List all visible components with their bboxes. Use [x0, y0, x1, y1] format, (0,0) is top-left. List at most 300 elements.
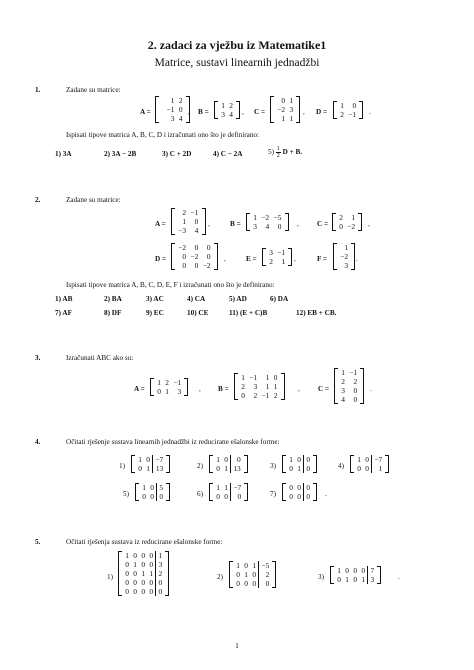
matrix-column: [163, 378, 171, 396]
matrix-column: [337, 213, 345, 231]
bracket-right: [214, 243, 218, 270]
matrix-cell: 2: [269, 257, 273, 266]
matrix-cell: 0: [345, 566, 349, 575]
matrix-column: [355, 455, 363, 473]
matrix-column: [259, 213, 271, 231]
p1-item-1: 1) 3A: [55, 150, 72, 158]
matrix-cell: 3: [158, 560, 163, 569]
matrix-column: [239, 373, 247, 400]
matrix-cell: 0: [133, 569, 137, 578]
matrix-cell: 0: [194, 217, 199, 226]
matrix-cell: 1: [216, 483, 220, 492]
matrix-cell: −5: [273, 213, 282, 222]
matrix-cell: 4: [194, 226, 199, 235]
matrix-cell: 1: [146, 464, 150, 473]
p1-matrix-c: [270, 96, 300, 123]
p1-item-5: 5) $\frac{1}{2}$ D + B.: [268, 146, 303, 159]
p3-matrix-c: [334, 368, 364, 404]
p4-matrix-1: [131, 455, 170, 473]
matrix-column: [148, 483, 156, 501]
matrix-cell: 0: [182, 261, 187, 270]
matrix-column: [275, 248, 287, 266]
matrix-cell: 0: [352, 101, 357, 110]
matrix-column: [343, 566, 351, 584]
bracket-right: [184, 378, 188, 396]
matrix-cell: 5: [159, 483, 164, 492]
matrix-cell: −5: [261, 561, 270, 570]
matrix-cell: 0: [353, 395, 358, 404]
problem-1-intro: Zadane su matrice:: [66, 86, 121, 94]
matrix-column: [251, 213, 259, 231]
matrix-column: [156, 483, 165, 501]
matrix-cell: 3: [344, 261, 349, 270]
matrix-column: [219, 101, 227, 119]
matrix-column: [176, 243, 188, 270]
matrix-cell: 13: [233, 464, 241, 473]
matrix-column: [188, 208, 200, 235]
p4-label-5: 5): [123, 490, 129, 498]
p4-label-6: 6): [197, 490, 203, 498]
matrix-cell: 0: [150, 492, 154, 501]
p4-label-1: 1): [119, 462, 125, 470]
matrix-column: [287, 455, 295, 473]
matrix-cell: 2: [182, 208, 187, 217]
p1-matrix-b: [214, 101, 240, 119]
matrix-column: [259, 373, 271, 400]
matrix-cell: 0: [306, 464, 311, 473]
matrix-column: [242, 561, 250, 588]
p2-item-1: 1) AB: [55, 295, 73, 303]
p4-matrix-3: [282, 455, 317, 473]
matrix-column: [359, 566, 367, 584]
bracket-right: [351, 243, 355, 270]
matrix-cell: 0: [133, 578, 137, 587]
p2-item-8: 8) DF: [104, 309, 122, 317]
p4-matrix-4: [350, 455, 389, 473]
matrix-cell: 3: [289, 105, 294, 114]
matrix-cell: −2: [261, 213, 270, 222]
p2-matrix-a: [171, 208, 206, 235]
matrix-cell: 0: [149, 578, 154, 587]
p3-matrix-b: [234, 373, 285, 400]
matrix-cell: −1: [173, 378, 182, 387]
p5-label-1: 1): [107, 573, 113, 581]
matrix-column: [287, 96, 295, 123]
p3-label-a: A =: [134, 385, 145, 393]
matrix-cell: 0: [150, 483, 154, 492]
matrix-cell: 0: [206, 243, 211, 252]
problem-3-intro: Izračunati ABC ako su:: [66, 354, 134, 362]
matrix-cell: 1: [281, 257, 286, 266]
matrix-column: [247, 373, 259, 400]
matrix-column: [271, 213, 283, 231]
matrix-column: [347, 368, 359, 404]
matrix-cell: 2: [339, 213, 343, 222]
p2-item-3: 3) AC: [146, 295, 164, 303]
matrix-cell: 0: [206, 252, 211, 261]
matrix-cell: 1: [340, 101, 344, 110]
problem-1-number: 1.: [35, 86, 41, 94]
matrix-column: [346, 101, 358, 119]
matrix-cell: 0: [365, 464, 369, 473]
matrix-cell: 13: [155, 464, 164, 473]
matrix-cell: 7: [370, 566, 375, 575]
bracket-right: [360, 368, 364, 404]
p2-matrix-e: [262, 248, 292, 266]
matrix-column: [123, 551, 131, 596]
matrix-cell: −2: [202, 261, 211, 270]
matrix-cell: 0: [357, 464, 361, 473]
matrix-cell: 0: [157, 387, 161, 396]
matrix-cell: −1: [249, 373, 258, 382]
p2-label-a: A =: [155, 220, 166, 228]
matrix-cell: 1: [182, 217, 187, 226]
bracket-right: [244, 483, 248, 501]
matrix-column: [171, 378, 183, 396]
bracket-right: [244, 455, 248, 473]
matrix-cell: 0: [289, 483, 293, 492]
matrix-column: [234, 561, 242, 588]
p4-label-7: 7): [270, 490, 276, 498]
matrix-cell: 0: [216, 464, 220, 473]
matrix-cell: −2: [347, 222, 356, 231]
matrix-cell: 2: [353, 377, 358, 386]
matrix-cell: 1: [224, 483, 228, 492]
matrix-cell: 3: [370, 575, 375, 584]
matrix-cell: 0: [277, 222, 282, 231]
matrix-cell: 1: [157, 378, 161, 387]
p2-label-e: E =: [246, 255, 257, 263]
p1-item-4: 4) C − 2A: [213, 150, 243, 158]
matrix-cell: 1: [252, 561, 257, 570]
bracket-right: [236, 101, 240, 119]
matrix-cell: 0: [353, 386, 358, 395]
bracket-right: [288, 248, 292, 266]
bracket-right: [385, 455, 389, 473]
matrix-cell: 3: [177, 387, 182, 396]
matrix-cell: 2: [165, 378, 169, 387]
matrix-column: [152, 455, 165, 473]
problem-2-intro: Zadane su matrice:: [66, 196, 121, 204]
p4-label-4: 4): [338, 462, 344, 470]
p1-matrix-d: [333, 101, 363, 119]
p2-label-d: D =: [155, 255, 167, 263]
matrix-cell: −1: [277, 248, 286, 257]
matrix-cell: 0: [289, 464, 293, 473]
matrix-cell: 1: [253, 213, 257, 222]
matrix-column: [227, 101, 235, 119]
matrix-cell: 0: [297, 483, 301, 492]
matrix-cell: 1: [221, 101, 225, 110]
problem-5-number: 5.: [35, 538, 41, 546]
matrix-column: [275, 96, 287, 123]
matrix-cell: 2: [158, 569, 163, 578]
bracket-right: [272, 561, 276, 588]
matrix-cell: 0: [244, 561, 248, 570]
matrix-cell: −1: [349, 368, 358, 377]
matrix-cell: 3: [170, 114, 175, 123]
bracket-right: [296, 96, 300, 123]
matrix-column: [267, 248, 275, 266]
matrix-cell: 0: [365, 455, 369, 464]
p2-item-7: 7) AF: [55, 309, 72, 317]
matrix-cell: 0: [353, 566, 358, 575]
matrix-cell: 1: [378, 464, 383, 473]
p2-matrix-c: [332, 213, 362, 231]
p1-label-b: B =: [198, 108, 209, 116]
matrix-cell: 0: [142, 492, 146, 501]
matrix-cell: −1: [261, 391, 270, 400]
matrix-cell: 0: [306, 483, 311, 492]
matrix-cell: 0: [297, 492, 301, 501]
p2-label-f: F =: [317, 255, 328, 263]
matrix-cell: 1: [125, 551, 129, 560]
matrix-cell: 0: [133, 551, 137, 560]
matrix-cell: 0: [241, 391, 245, 400]
matrix-cell: 0: [133, 587, 137, 596]
matrix-cell: 1: [133, 560, 137, 569]
matrix-cell: −2: [178, 243, 187, 252]
matrix-cell: 1: [224, 464, 228, 473]
matrix-cell: −2: [340, 252, 349, 261]
bracket-right: [202, 208, 206, 235]
matrix-cell: 0: [141, 551, 146, 560]
matrix-cell: 4: [229, 110, 233, 119]
matrix-cell: 1: [149, 569, 154, 578]
matrix-cell: 1: [345, 575, 349, 584]
matrix-column: [287, 483, 295, 501]
matrix-cell: 2: [265, 570, 270, 579]
matrix-cell: 2: [253, 391, 258, 400]
matrix-column: [188, 243, 200, 270]
matrix-cell: −1: [190, 208, 199, 217]
matrix-column: [230, 483, 243, 501]
p1-label-a: A =: [140, 108, 151, 116]
p4-matrix-5: [135, 483, 170, 501]
p2-item-2: 2) BA: [104, 295, 122, 303]
matrix-cell: 1: [216, 455, 220, 464]
problem-2-task: Ispisati tipove matrica A, B, C, D, E, F i izračunati ono što je definirano:: [66, 281, 275, 289]
matrix-cell: 0: [236, 579, 240, 588]
matrix-column: [345, 213, 357, 231]
page-title: 2. zadaci za vježbu iz Matematike1: [147, 38, 327, 52]
matrix-column: [250, 561, 258, 588]
matrix-cell: 2: [273, 391, 278, 400]
p2-matrix-f: [333, 243, 355, 270]
matrix-cell: 1: [289, 114, 294, 123]
matrix-cell: 0: [149, 560, 154, 569]
bracket-right: [358, 213, 362, 231]
matrix-cell: 0: [281, 96, 286, 105]
matrix-cell: −7: [155, 455, 164, 464]
matrix-cell: 1: [297, 464, 301, 473]
matrix-cell: 1: [265, 382, 270, 391]
matrix-column: [222, 455, 230, 473]
p1-item-2: 2) 3A − 2B: [104, 150, 137, 158]
matrix-column: [144, 455, 152, 473]
problem-5-intro: Očitati rješenja sustava iz reducirane ešalonske forme:: [66, 538, 223, 546]
matrix-cell: 3: [253, 382, 258, 391]
matrix-cell: 1: [357, 455, 361, 464]
matrix-column: [272, 373, 280, 400]
matrix-cell: −2: [190, 252, 199, 261]
matrix-column: [371, 455, 384, 473]
matrix-column: [136, 455, 144, 473]
matrix-cell: −7: [374, 455, 383, 464]
matrix-cell: 1: [351, 213, 356, 222]
matrix-cell: 0: [158, 587, 163, 596]
matrix-column: [338, 243, 350, 270]
bracket-right: [281, 373, 285, 400]
matrix-cell: 1: [341, 368, 345, 377]
matrix-cell: 0: [265, 579, 270, 588]
matrix-cell: 3: [341, 386, 345, 395]
p4-matrix-2: [209, 455, 248, 473]
matrix-column: [147, 551, 155, 596]
matrix-cell: −2: [277, 105, 286, 114]
bracket-right: [313, 455, 317, 473]
page-subtitle: Matrice, sustavi linearnih jednadžbi: [154, 57, 320, 69]
p2-item-11: 11) (E + C)B: [229, 309, 268, 317]
p1-label-d: D =: [316, 108, 328, 116]
matrix-cell: 0: [141, 560, 146, 569]
matrix-column: [176, 208, 188, 235]
matrix-cell: 1: [241, 373, 245, 382]
matrix-cell: 3: [269, 248, 273, 257]
matrix-column: [139, 551, 147, 596]
matrix-cell: −3: [178, 226, 187, 235]
matrix-cell: 0: [297, 455, 301, 464]
matrix-cell: 0: [339, 222, 343, 231]
p4-label-2: 2): [197, 462, 203, 470]
p1-item-3: 3) C + 2D: [162, 150, 192, 158]
matrix-cell: 0: [244, 579, 248, 588]
matrix-column: [351, 566, 359, 584]
matrix-cell: 2: [241, 382, 245, 391]
problem-1-task: Ispisati tipove matrica A, B, C, D i izračunati ono što je definirano:: [66, 131, 260, 139]
p2-item-12: 12) EB + CB.: [296, 309, 337, 317]
matrix-cell: 4: [341, 395, 345, 404]
matrix-cell: 1: [265, 373, 270, 382]
matrix-cell: 0: [125, 578, 129, 587]
p2-label-c: C =: [317, 220, 329, 228]
matrix-column: [295, 455, 303, 473]
matrix-cell: 4: [265, 222, 270, 231]
bracket-right: [285, 213, 289, 231]
matrix-column: [339, 368, 347, 404]
matrix-cell: 1: [138, 455, 142, 464]
p5-matrix-2: [229, 561, 276, 588]
matrix-cell: 0: [146, 455, 150, 464]
matrix-cell: 0: [224, 492, 228, 501]
p2-item-10: 10) CE: [187, 309, 209, 317]
matrix-cell: 0: [182, 252, 187, 261]
matrix-cell: 0: [149, 587, 154, 596]
matrix-cell: 0: [236, 570, 240, 579]
matrix-column: [335, 566, 343, 584]
matrix-column: [155, 551, 164, 596]
matrix-column: [131, 551, 139, 596]
matrix-column: [258, 561, 271, 588]
p1-matrix-a: [155, 96, 190, 123]
matrix-cell: 4: [178, 114, 183, 123]
p5-matrix-3: [330, 566, 381, 584]
matrix-cell: 1: [281, 114, 286, 123]
matrix-cell: 1: [236, 561, 240, 570]
matrix-column: [363, 455, 371, 473]
matrix-cell: 0: [224, 455, 228, 464]
matrix-cell: −7: [233, 483, 242, 492]
matrix-cell: 1: [289, 96, 294, 105]
matrix-cell: 2: [340, 110, 344, 119]
matrix-cell: 1: [170, 96, 175, 105]
matrix-cell: 2: [178, 96, 183, 105]
p5-matrix-1: [118, 551, 169, 596]
matrix-cell: 0: [306, 455, 311, 464]
matrix-cell: 2: [341, 377, 345, 386]
matrix-column: [164, 96, 176, 123]
bracket-right: [166, 455, 170, 473]
matrix-column: [177, 96, 185, 123]
matrix-column: [295, 483, 303, 501]
matrix-column: [140, 483, 148, 501]
p2-item-6: 6) DA: [270, 295, 289, 303]
matrix-cell: 0: [194, 261, 199, 270]
matrix-cell: 0: [216, 492, 220, 501]
bracket-right: [359, 101, 363, 119]
matrix-cell: 1: [158, 551, 163, 560]
p2-item-9: 9) EC: [146, 309, 164, 317]
matrix-cell: 0: [194, 243, 199, 252]
matrix-column: [338, 101, 346, 119]
matrix-cell: 1: [337, 566, 341, 575]
p2-label-b: B =: [230, 220, 241, 228]
matrix-cell: 0: [149, 551, 154, 560]
matrix-column: [303, 455, 312, 473]
problem-4-intro: Očitati rješenje sustava linearnih jednadžbi iz reducirane ešalonske forme:: [66, 438, 280, 446]
p4-matrix-6: [209, 483, 248, 501]
p3-label-b: B =: [218, 385, 229, 393]
matrix-cell: 0: [141, 587, 146, 596]
matrix-column: [230, 455, 243, 473]
matrix-cell: 0: [252, 570, 257, 579]
matrix-cell: 0: [141, 578, 146, 587]
matrix-cell: 1: [289, 455, 293, 464]
matrix-column: [214, 483, 222, 501]
matrix-cell: 3: [221, 110, 225, 119]
matrix-cell: 0: [178, 105, 183, 114]
matrix-cell: 0: [252, 579, 257, 588]
matrix-cell: 1: [165, 387, 169, 396]
matrix-cell: 0: [353, 575, 358, 584]
p4-label-3: 3): [270, 462, 276, 470]
matrix-cell: 0: [158, 578, 163, 587]
matrix-cell: 3: [253, 222, 257, 231]
matrix-cell: 0: [125, 587, 129, 596]
problem-4-number: 4.: [35, 438, 41, 446]
matrix-cell: −1: [166, 105, 175, 114]
problem-3-number: 3.: [35, 354, 41, 362]
matrix-cell: 1: [344, 243, 349, 252]
matrix-cell: 1: [141, 569, 146, 578]
page-number: 1: [235, 641, 239, 650]
p3-label-c: C =: [318, 385, 330, 393]
p5-label-2: 2): [217, 573, 223, 581]
matrix-cell: 0: [138, 464, 142, 473]
matrix-cell: 0: [289, 492, 293, 501]
matrix-cell: 0: [159, 492, 164, 501]
bracket-right: [166, 483, 170, 501]
